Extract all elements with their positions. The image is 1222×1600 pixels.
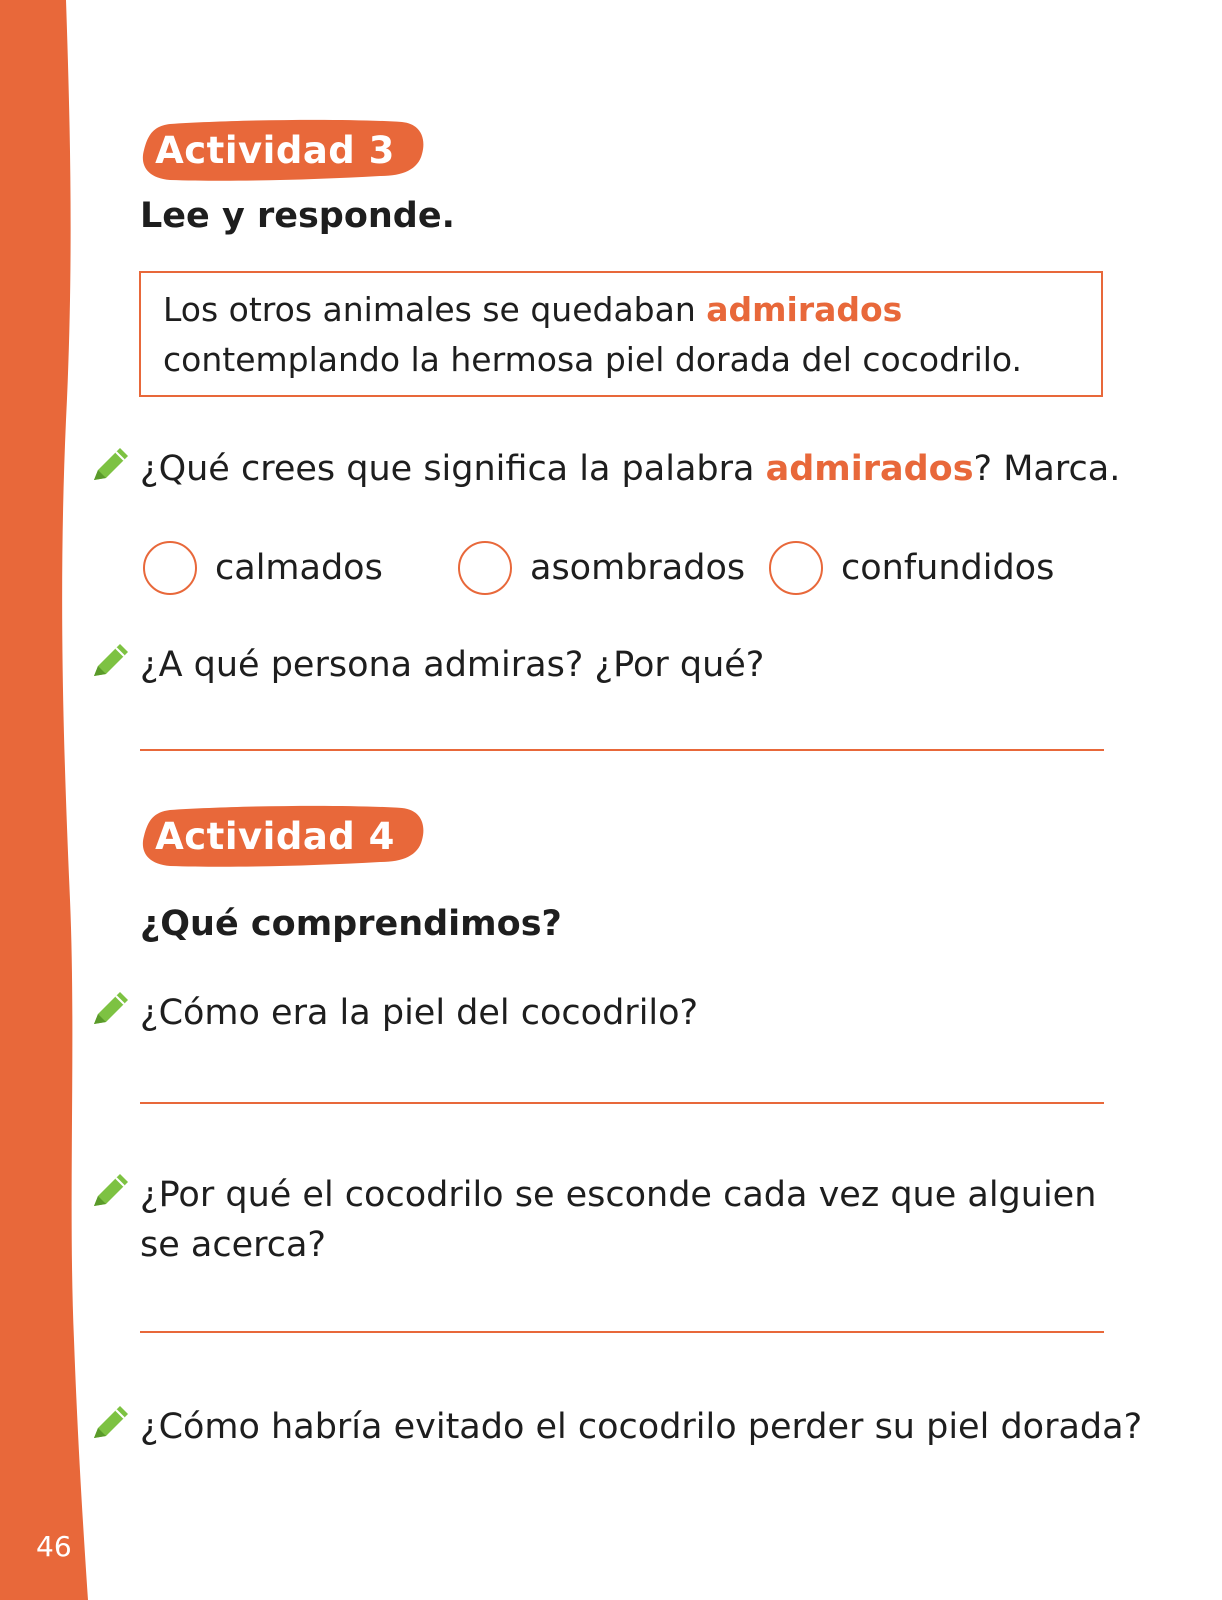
passage-box <box>139 271 1103 397</box>
instruction-heading: Lee y responde. <box>140 196 455 236</box>
radio-calmados[interactable] <box>143 541 197 595</box>
question-admire: ¿A qué persona admiras? ¿Por qué? <box>140 645 765 685</box>
passage-line-2: contemplando la hermosa piel dorada del cocodrilo. <box>163 340 1023 379</box>
passage-line-1 <box>163 285 1079 335</box>
option-confundidos[interactable] <box>769 538 1054 598</box>
question-meaning <box>140 444 1120 494</box>
radio-confundidos[interactable] <box>769 541 823 595</box>
pencil-icon <box>88 640 132 684</box>
activity-3-label: Actividad 3 <box>155 128 395 172</box>
question-hide <box>140 1170 1096 1270</box>
activity-4-badge <box>140 804 426 868</box>
pencil-icon <box>88 988 132 1032</box>
activity-4-label: Actividad 4 <box>155 814 395 858</box>
radio-asombrados[interactable] <box>458 541 512 595</box>
question-skin: ¿Cómo era la piel del cocodrilo? <box>140 993 699 1033</box>
question-highlight: admirados <box>765 449 974 489</box>
question-text: ¿Qué crees que significa la palabra <box>140 449 766 489</box>
option-label: asombrados <box>530 548 746 588</box>
page-number: 46 <box>36 1530 72 1563</box>
passage-highlight: admirados <box>706 290 903 329</box>
question-avoid: ¿Cómo habría evitado el cocodrilo perder su piel dorada? <box>140 1407 1143 1447</box>
option-asombrados[interactable] <box>458 538 745 598</box>
answer-line[interactable] <box>140 1102 1104 1104</box>
pencil-icon <box>88 1402 132 1446</box>
question-line-1: ¿Por qué el cocodrilo se esconde cada vez que alguien <box>140 1175 1097 1215</box>
question-text-end: ? Marca. <box>973 449 1121 489</box>
option-calmados[interactable] <box>143 538 383 598</box>
pencil-icon <box>88 1170 132 1214</box>
answer-line[interactable] <box>140 1331 1104 1333</box>
option-label: confundidos <box>841 548 1055 588</box>
comprehension-heading: ¿Qué comprendimos? <box>140 904 562 944</box>
activity-3-badge <box>140 118 426 182</box>
pencil-icon <box>88 444 132 488</box>
answer-line[interactable] <box>140 749 1104 751</box>
side-band <box>0 0 100 1600</box>
question-line-2: se acerca? <box>140 1225 327 1265</box>
option-label: calmados <box>215 548 383 588</box>
passage-text: Los otros animales se quedaban <box>163 290 707 329</box>
